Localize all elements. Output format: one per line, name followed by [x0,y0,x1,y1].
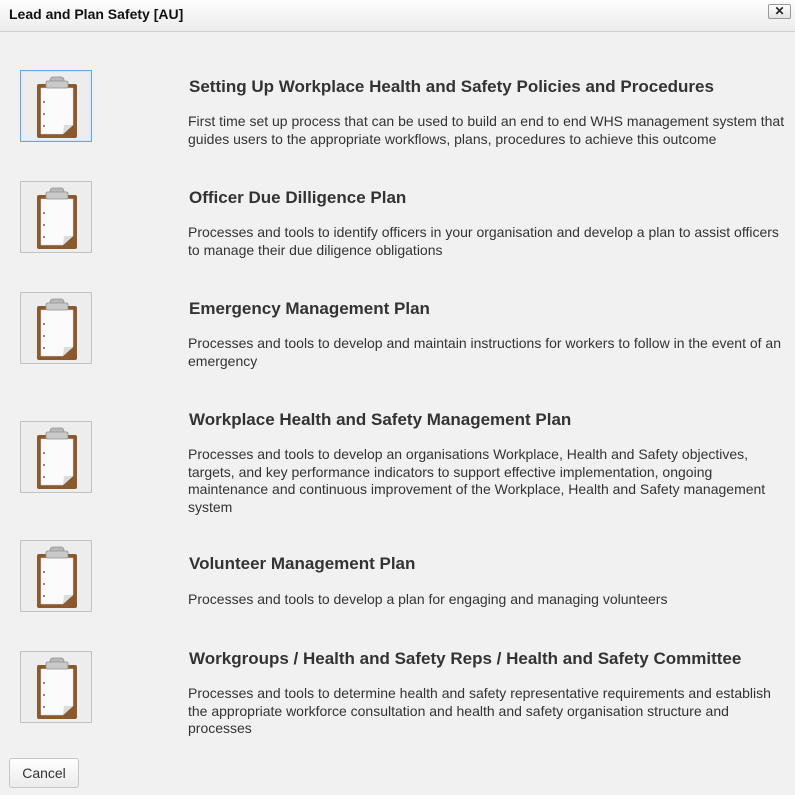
clipboard-icon [35,297,79,361]
plan-icon-button[interactable] [20,540,92,612]
plan-description: Processes and tools to develop a plan for engaging and managing volunteers [188,591,668,607]
clipboard-icon [35,426,79,490]
clipboard-icon [35,545,79,609]
dialog-titlebar [0,0,795,32]
plan-description: Processes and tools to identify officers in your organisation and develop a plan to assist officers to manage their due diligence obligations [188,224,779,258]
plan-icon-button[interactable] [20,181,92,253]
plan-title[interactable]: Emergency Management Plan [189,299,430,318]
plan-title[interactable]: Officer Due Dilligence Plan [189,188,407,207]
plan-description: First time set up process that can be used to build an end to end WHS management system that guides users to the appropriate workflows, plans, procedures to achieve this outcome [188,113,785,147]
plan-icon-button[interactable] [20,70,92,142]
plan-icon-button[interactable] [20,421,92,493]
close-icon: ✕ [774,4,785,18]
plan-icon-button[interactable] [20,292,92,364]
dialog-title: Lead and Plan Safety [AU] [9,6,184,22]
plan-title[interactable]: Volunteer Management Plan [189,554,416,573]
plan-title[interactable]: Workplace Health and Safety Management Plan [189,410,572,429]
plan-title[interactable]: Workgroups / Health and Safety Reps / Health and Safety Committee [189,649,742,668]
close-button[interactable] [768,4,791,19]
clipboard-icon [35,656,79,720]
plan-title[interactable]: Setting Up Workplace Health and Safety Policies and Procedures [189,77,714,96]
plan-description: Processes and tools to develop and maintain instructions for workers to follow in the event of an emergency [188,335,781,369]
clipboard-icon [35,186,79,250]
plan-icon-button[interactable] [20,651,92,723]
plan-description: Processes and tools to develop an organisations Workplace, Health and Safety objectives, targets, and key performance indicators to support effective implementation, ongoing maintenance and continuous improvement of the Workplace, Health and Safety management system [188,446,766,515]
clipboard-icon [35,75,79,139]
cancel-button[interactable]: Cancel [9,758,79,788]
plan-description: Processes and tools to determine health and safety representative requirements and establish the appropriate workforce consultation and health and safety organisation structure and processes [188,685,771,736]
